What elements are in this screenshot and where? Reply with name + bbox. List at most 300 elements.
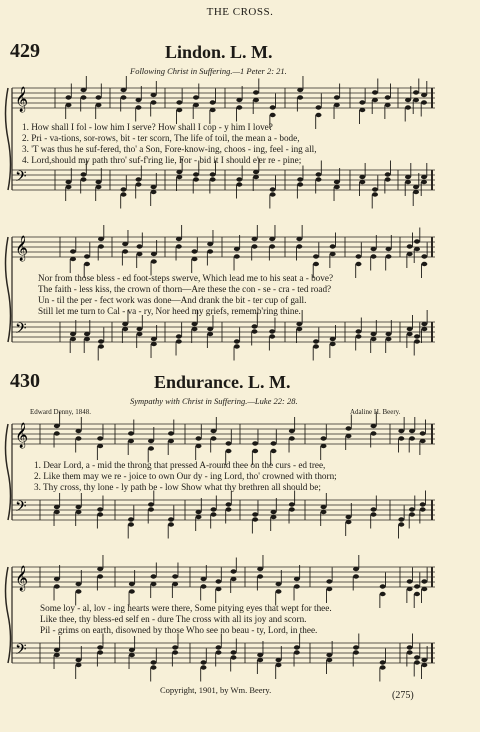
note-head	[151, 93, 157, 97]
system-430-1-bass-clef: 𝄢	[15, 498, 27, 519]
note-head	[231, 577, 237, 581]
note-head	[54, 653, 60, 657]
note-head	[321, 436, 327, 440]
note-head	[371, 337, 377, 341]
note-head	[253, 170, 259, 174]
note-head	[380, 660, 386, 664]
note-head	[313, 344, 319, 348]
note-head	[407, 332, 413, 336]
lyrics-429-s2-v2: The faith - less kiss, the crown of thorn—Are these the con - se - cra - ted road?	[38, 284, 332, 294]
page-header: THE CROSS.	[206, 6, 274, 18]
note-head	[297, 177, 303, 181]
note-head	[122, 249, 128, 253]
hymn-number-430: 430	[10, 370, 40, 392]
note-head	[257, 653, 263, 657]
hymn-title-429: Lindon. L. M.	[165, 42, 273, 62]
note-head	[414, 334, 420, 338]
lyrics-430-s1-v3: 3. Thy cross, thy lone - ly path be - low Show what thy brethren all should be;	[34, 482, 321, 492]
note-head	[421, 587, 427, 591]
note-head	[207, 242, 213, 246]
note-head	[98, 344, 104, 348]
note-head	[380, 592, 386, 596]
note-head	[346, 426, 352, 430]
note-head	[207, 327, 213, 331]
note-head	[420, 431, 426, 435]
note-head	[207, 332, 213, 336]
note-head	[313, 262, 319, 266]
note-head	[136, 182, 142, 186]
note-head	[98, 244, 104, 248]
note-head	[296, 244, 302, 248]
note-head	[97, 507, 103, 511]
note-head	[372, 98, 378, 102]
note-head	[271, 441, 277, 445]
note-head	[334, 95, 340, 99]
note-head	[371, 424, 377, 428]
note-head	[380, 665, 386, 669]
note-head	[196, 510, 202, 514]
note-head	[321, 510, 327, 514]
note-head	[421, 579, 427, 583]
page-number: (275)	[392, 690, 414, 701]
note-head	[121, 95, 127, 99]
note-head	[151, 660, 157, 664]
lyrics-429-s1-v3: 3. 'T was thus he suf-fered, tho' a Son, Fore-know-ing, choos - ing, feel - ing all,	[22, 144, 317, 154]
note-head	[346, 515, 352, 519]
note-head	[148, 439, 154, 443]
note-head	[313, 339, 319, 343]
note-head	[289, 429, 295, 433]
note-head	[409, 436, 415, 440]
note-head	[192, 322, 198, 326]
note-head	[76, 582, 82, 586]
note-head	[269, 237, 275, 241]
lyrics-430-s1-v2: 2. Like them may we re - joice to own Our dy - ing Lord, tho' crowned with thorn;	[34, 471, 337, 481]
note-head	[97, 436, 103, 440]
note-head	[409, 512, 415, 516]
copyright-notice: Copyright, 1901, by Wm. Beery.	[160, 685, 272, 695]
note-head	[193, 177, 199, 181]
note-head	[420, 439, 426, 443]
note-head	[76, 658, 82, 662]
note-head	[84, 262, 90, 266]
note-head	[128, 431, 134, 435]
note-head	[137, 244, 143, 248]
note-head	[421, 175, 427, 179]
note-head	[405, 105, 411, 109]
note-head	[168, 522, 174, 526]
note-head	[316, 177, 322, 181]
system-429-1-treble-clef: 𝄞	[15, 87, 29, 112]
note-head	[294, 650, 300, 654]
note-head	[270, 113, 276, 117]
lyrics-430-s2-v1: Some loy - al, lov - ing hearts were there, Some pitying eyes that wept for thee.	[40, 603, 332, 613]
note-head	[196, 444, 202, 448]
note-head	[420, 502, 426, 506]
note-head	[371, 507, 377, 511]
note-head	[421, 254, 427, 258]
note-head	[128, 439, 134, 443]
system-429-2-brace	[6, 237, 11, 342]
note-head	[168, 517, 174, 521]
note-head	[176, 100, 182, 104]
note-head	[334, 185, 340, 189]
note-head	[371, 247, 377, 251]
system-429-1-brace	[6, 88, 11, 190]
note-head	[421, 180, 427, 184]
note-head	[270, 105, 276, 109]
note-head	[252, 449, 258, 453]
note-head	[66, 95, 72, 99]
note-head	[234, 247, 240, 251]
note-head	[193, 172, 199, 176]
note-head	[407, 650, 413, 654]
poet-credit: Edward Denny, 1848.	[30, 408, 91, 416]
note-head	[226, 502, 232, 506]
note-head	[253, 98, 259, 102]
note-head	[76, 505, 82, 509]
note-head	[98, 237, 104, 241]
note-head	[346, 434, 352, 438]
system-429-2-treble-clef: 𝄞	[15, 236, 29, 261]
note-head	[151, 342, 157, 346]
note-head	[385, 103, 391, 107]
note-head	[414, 247, 420, 251]
note-head	[346, 520, 352, 524]
note-head	[330, 342, 336, 346]
lyrics-430-s2-v3: Pil - grims on earth, disowned by those Who see no beau - ty, Lord, in thee.	[40, 625, 318, 635]
note-head	[136, 177, 142, 181]
note-head	[176, 244, 182, 248]
note-head	[297, 182, 303, 186]
note-head	[97, 645, 103, 649]
note-head	[330, 244, 336, 248]
note-head	[326, 658, 332, 662]
note-head	[70, 332, 76, 336]
note-head	[201, 577, 207, 581]
note-head	[76, 429, 82, 433]
note-head	[236, 105, 242, 109]
note-head	[257, 574, 263, 578]
note-head	[129, 653, 135, 657]
note-head	[276, 582, 282, 586]
note-head	[276, 663, 282, 667]
note-head	[76, 663, 82, 667]
note-head	[54, 505, 60, 509]
note-head	[70, 249, 76, 253]
note-head	[409, 507, 415, 511]
note-head	[216, 587, 222, 591]
note-head	[81, 172, 87, 176]
note-head	[326, 653, 332, 657]
note-head	[409, 429, 415, 433]
note-head	[359, 108, 365, 112]
note-head	[96, 103, 102, 107]
note-head	[359, 180, 365, 184]
lyrics-429-s1-v2: 2. Pri - va-tions, sor-rows, bit - ter scorn, The life of toil, the mean a - bode,	[22, 133, 300, 143]
note-head	[54, 577, 60, 581]
note-head	[252, 244, 258, 248]
note-head	[121, 88, 127, 92]
note-head	[216, 579, 222, 583]
note-head	[226, 449, 232, 453]
note-head	[97, 512, 103, 516]
note-head	[414, 592, 420, 596]
note-head	[386, 247, 392, 251]
note-head	[420, 507, 426, 511]
lyrics-429-s1-v4: 4. Lord,should my path thro' suf-f'ring lie, For - bid it I should e'er re - pine;	[22, 155, 302, 165]
note-head	[201, 665, 207, 669]
note-head	[176, 170, 182, 174]
note-head	[66, 180, 72, 184]
note-head	[70, 337, 76, 341]
note-head	[421, 663, 427, 667]
note-head	[98, 339, 104, 343]
note-head	[330, 252, 336, 256]
note-head	[201, 584, 207, 588]
note-head	[398, 436, 404, 440]
hymn-subtitle-430: Sympathy with Christ in Suffering.—Luke 22: 28.	[130, 396, 298, 406]
note-head	[84, 254, 90, 258]
system-430-2-brace	[6, 567, 11, 663]
lyrics-429-s1-v1: 1. How shall I fol - low him I serve? How shall I cop - y him I love?	[22, 122, 273, 132]
note-head	[137, 332, 143, 336]
note-head	[231, 569, 237, 573]
note-head	[151, 190, 157, 194]
note-head	[257, 658, 263, 662]
note-head	[270, 187, 276, 191]
lyrics-429-s2-v3: Un - til the per - fect work was done—And drank the bit - ter cup of gall.	[38, 295, 307, 305]
note-head	[252, 517, 258, 521]
note-head	[356, 262, 362, 266]
note-head	[172, 582, 178, 586]
note-head	[252, 329, 258, 333]
note-head	[359, 175, 365, 179]
note-head	[122, 322, 128, 326]
note-head	[210, 177, 216, 181]
note-head	[211, 436, 217, 440]
note-head	[196, 436, 202, 440]
note-head	[353, 645, 359, 649]
note-head	[192, 327, 198, 331]
note-head	[316, 105, 322, 109]
note-head	[296, 322, 302, 326]
note-head	[372, 90, 378, 94]
note-head	[405, 180, 411, 184]
note-head	[54, 510, 60, 514]
note-head	[413, 90, 419, 94]
lyrics-430-s1-v1: 1. Dear Lord, a - mid the throng that pressed A-round thee on the curs - ed tree,	[34, 460, 326, 470]
note-head	[151, 582, 157, 586]
note-head	[326, 587, 332, 591]
note-head	[296, 327, 302, 331]
composer-credit: Adaline H. Beery.	[350, 408, 401, 416]
note-head	[371, 332, 377, 336]
note-head	[413, 190, 419, 194]
note-head	[353, 567, 359, 571]
note-head	[192, 249, 198, 253]
hymn-number-429: 429	[10, 40, 40, 62]
note-head	[54, 424, 60, 428]
note-head	[413, 185, 419, 189]
note-head	[296, 237, 302, 241]
note-head	[271, 510, 277, 514]
note-head	[54, 431, 60, 435]
note-head	[380, 584, 386, 588]
note-head	[207, 249, 213, 253]
note-head	[289, 507, 295, 511]
note-head	[359, 100, 365, 104]
note-head	[210, 100, 216, 104]
note-head	[321, 444, 327, 448]
note-head	[407, 244, 413, 248]
note-head	[76, 436, 82, 440]
note-head	[353, 574, 359, 578]
system-430-2-bass-clef: 𝄢	[15, 641, 27, 662]
note-head	[330, 337, 336, 341]
note-head	[121, 187, 127, 191]
note-head	[76, 589, 82, 593]
note-head	[84, 337, 90, 341]
note-head	[385, 95, 391, 99]
note-head	[236, 98, 242, 102]
note-head	[151, 100, 157, 104]
note-head	[148, 507, 154, 511]
note-head	[289, 436, 295, 440]
note-head	[172, 650, 178, 654]
note-head	[148, 446, 154, 450]
note-head	[96, 95, 102, 99]
note-head	[371, 431, 377, 435]
note-head	[172, 645, 178, 649]
note-head	[407, 645, 413, 649]
lyrics-429-s2-v4: Still let me turn to Cal - va - ry, Nor heed my griefs, rememb'ring thine.	[38, 306, 301, 316]
note-head	[321, 505, 327, 509]
note-head	[414, 339, 420, 343]
note-head	[172, 574, 178, 578]
note-head	[414, 239, 420, 243]
note-head	[66, 103, 72, 107]
note-head	[151, 185, 157, 189]
note-head	[81, 177, 87, 181]
note-head	[421, 100, 427, 104]
note-head	[385, 172, 391, 176]
note-head	[316, 172, 322, 176]
note-head	[413, 98, 419, 102]
lyrics-430-s2-v2: Like thee, thy bless-ed self en - dure The cross with all its joy and scorn.	[40, 614, 307, 624]
note-head	[151, 252, 157, 256]
note-head	[122, 327, 128, 331]
note-head	[421, 93, 427, 97]
note-head	[421, 327, 427, 331]
note-head	[356, 329, 362, 333]
note-head	[252, 324, 258, 328]
note-head	[353, 650, 359, 654]
note-head	[129, 648, 135, 652]
note-head	[137, 327, 143, 331]
note-head	[210, 172, 216, 176]
note-head	[334, 103, 340, 107]
note-head	[151, 337, 157, 341]
system-429-1-bass-clef: 𝄢	[15, 168, 27, 189]
note-head	[96, 180, 102, 184]
note-head	[407, 579, 413, 583]
note-head	[372, 187, 378, 191]
note-head	[313, 254, 319, 258]
note-head	[151, 574, 157, 578]
note-head	[129, 582, 135, 586]
note-head	[371, 512, 377, 516]
note-head	[271, 449, 277, 453]
note-head	[231, 655, 237, 659]
note-head	[226, 507, 232, 511]
note-head	[252, 512, 258, 516]
note-head	[236, 182, 242, 186]
note-head	[234, 344, 240, 348]
system-430-1-treble-clef: 𝄞	[15, 423, 29, 448]
note-head	[294, 645, 300, 649]
note-head	[196, 515, 202, 519]
note-head	[84, 332, 90, 336]
note-head	[421, 322, 427, 326]
note-head	[407, 587, 413, 591]
note-head	[269, 329, 275, 333]
note-head	[271, 515, 277, 519]
note-head	[128, 517, 134, 521]
note-head	[97, 567, 103, 571]
note-head	[405, 98, 411, 102]
note-head	[398, 517, 404, 521]
note-head	[253, 90, 259, 94]
note-head	[289, 502, 295, 506]
note-head	[252, 237, 258, 241]
note-head	[407, 252, 413, 256]
note-head	[148, 502, 154, 506]
hymn-title-430: Endurance. L. M.	[154, 372, 291, 392]
note-head	[97, 650, 103, 654]
note-head	[151, 665, 157, 669]
note-head	[129, 589, 135, 593]
note-head	[234, 339, 240, 343]
note-head	[136, 98, 142, 102]
note-head	[216, 650, 222, 654]
note-head	[276, 658, 282, 662]
lyrics-429-s2-v1: Nor from those bless - ed foot-steps swerve, Which lead me to his seat a - bove?	[38, 273, 334, 283]
note-head	[97, 444, 103, 448]
note-head	[216, 645, 222, 649]
note-head	[398, 429, 404, 433]
note-head	[297, 88, 303, 92]
note-head	[211, 512, 217, 516]
note-head	[294, 577, 300, 581]
note-head	[356, 254, 362, 258]
note-head	[421, 262, 427, 266]
note-head	[76, 510, 82, 514]
note-head	[276, 589, 282, 593]
note-head	[270, 192, 276, 196]
note-head	[294, 584, 300, 588]
note-head	[137, 252, 143, 256]
note-head	[386, 337, 392, 341]
note-head	[176, 237, 182, 241]
note-head	[226, 441, 232, 445]
note-head	[54, 584, 60, 588]
note-head	[211, 507, 217, 511]
note-head	[414, 660, 420, 664]
note-head	[81, 95, 87, 99]
note-head	[297, 95, 303, 99]
note-head	[176, 339, 182, 343]
